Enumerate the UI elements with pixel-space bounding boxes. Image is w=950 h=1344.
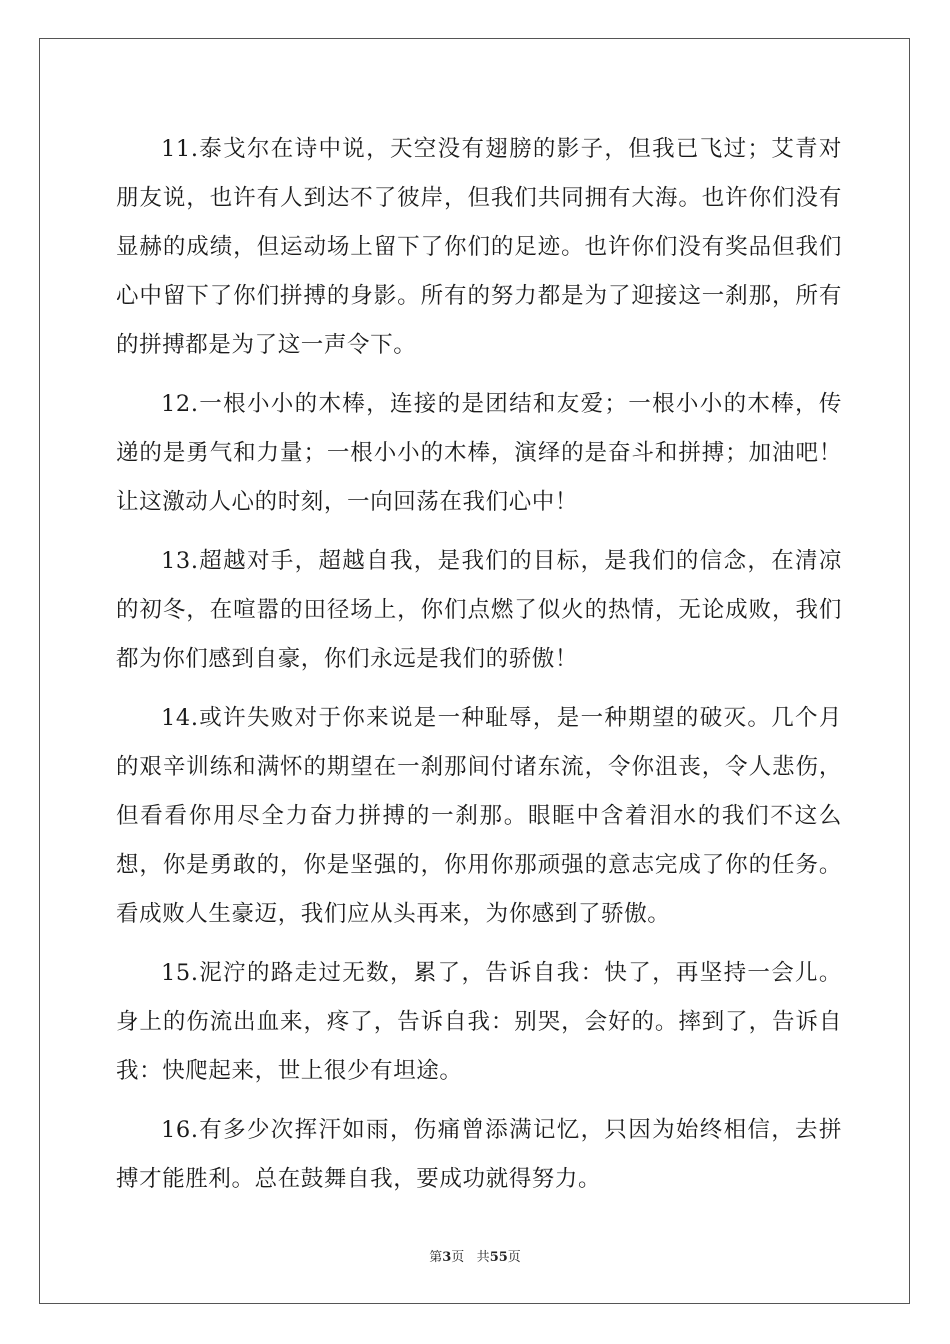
paragraph-11: 11.泰戈尔在诗中说，天空没有翅膀的影子，但我已飞过；艾青对朋友说，也许有人到达不了彼岸，但我们共同拥有大海。也许你们没有显赫的成绩，但运动场上留下了你们的足迹。也许你们没有奖品但我们心中留下了你们拼搏的身影。所有的努力都是为了迎接这一刹那，所有的拼搏都是为了这一声令下。 bbox=[116, 136, 842, 358]
page-label-prefix: 第 bbox=[429, 1250, 443, 1265]
paragraph-14: 14.或许失败对于你来说是一种耻辱，是一种期望的破灭。几个月的艰辛训练和满怀的期望在一刹那间付诸东流，令你沮丧，令人悲伤，但看看你用尽全力奋力拼搏的一刹那。眼眶中含着泪水的我们不这么想，你是勇敢的，你是坚强的，你用你那顽强的意志完成了你的任务。看成败人生豪迈，我们应从头再来，为你感到了骄傲。 bbox=[116, 705, 842, 927]
total-pages: 55 bbox=[489, 1250, 508, 1265]
paragraph-16: 16.有多少次挥汗如雨，伤痛曾添满记忆，只因为始终相信，去拼搏才能胜利。总在鼓舞自我，要成功就得努力。 bbox=[116, 1117, 842, 1192]
total-label-suffix: 页 bbox=[507, 1250, 521, 1265]
total-label-prefix: 共 bbox=[476, 1250, 490, 1265]
paragraph-15: 15.泥泞的路走过无数，累了，告诉自我：快了，再坚持一会儿。身上的伤流出血来，疼了，告诉自我：别哭，会好的。摔到了，告诉自我：快爬起来，世上很少有坦途。 bbox=[116, 960, 842, 1084]
paragraph-13: 13.超越对手，超越自我，是我们的目标，是我们的信念，在清凉的初冬，在喧嚣的田径场上，你们点燃了似火的热情，无论成败，我们都为你们感到自豪，你们永远是我们的骄傲！ bbox=[116, 548, 842, 672]
paragraph-12: 12.一根小小的木棒，连接的是团结和友爱；一根小小的木棒，传递的是勇气和力量；一根小小的木棒，演绎的是奋斗和拼搏；加油吧！让这激动人心的时刻，一向回荡在我们心中！ bbox=[116, 391, 842, 515]
document-body bbox=[116, 125, 842, 1214]
page-footer bbox=[0, 1246, 950, 1265]
page-label-suffix: 页 bbox=[451, 1250, 465, 1265]
page-number: 3 bbox=[442, 1250, 452, 1265]
